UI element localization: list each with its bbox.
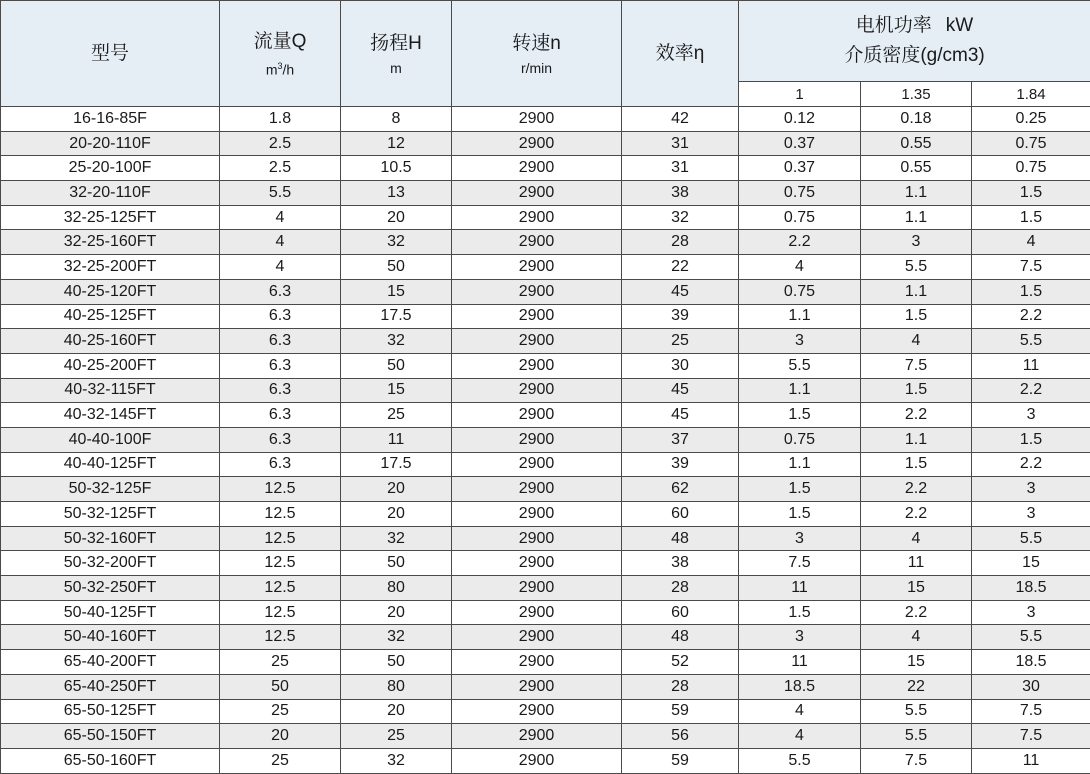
header-power-unit: kW: [946, 15, 973, 36]
cell-flow: 20: [220, 724, 341, 749]
table-row: [1, 674, 1090, 699]
flow-unit-base: m: [266, 61, 278, 77]
cell-speed: 2900: [452, 279, 622, 304]
cell-head: 50: [341, 255, 452, 280]
cell-power-density-2: 2.2: [861, 477, 972, 502]
cell-power-density-3: 3: [972, 600, 1090, 625]
cell-head: 50: [341, 353, 452, 378]
cell-head: 32: [341, 625, 452, 650]
cell-power-density-3: 1.5: [972, 205, 1090, 230]
cell-speed: 2900: [452, 181, 622, 206]
cell-efficiency: 60: [622, 502, 739, 527]
cell-power-density-2: 1.5: [861, 452, 972, 477]
cell-power-density-1: 0.37: [739, 156, 861, 181]
cell-head: 10.5: [341, 156, 452, 181]
cell-model: 50-32-160FT: [1, 526, 220, 551]
cell-model: 65-50-150FT: [1, 724, 220, 749]
cell-model: 65-40-200FT: [1, 650, 220, 675]
cell-power-density-3: 7.5: [972, 724, 1090, 749]
cell-head: 25: [341, 403, 452, 428]
header-head-unit: m: [341, 60, 451, 76]
flow-unit-exponent: 3: [277, 61, 282, 71]
cell-efficiency: 38: [622, 181, 739, 206]
cell-speed: 2900: [452, 674, 622, 699]
cell-model: 40-25-200FT: [1, 353, 220, 378]
cell-flow: 12.5: [220, 576, 341, 601]
cell-power-density-3: 0.25: [972, 107, 1090, 132]
cell-power-density-3: 18.5: [972, 576, 1090, 601]
header-efficiency-label: 效率η: [622, 42, 738, 66]
cell-efficiency: 52: [622, 650, 739, 675]
cell-speed: 2900: [452, 576, 622, 601]
cell-head: 11: [341, 427, 452, 452]
table-row: [1, 181, 1090, 206]
cell-model: 65-40-250FT: [1, 674, 220, 699]
header-head-label: 扬程H: [341, 32, 451, 56]
table-row: [1, 156, 1090, 181]
cell-flow: 6.3: [220, 452, 341, 477]
cell-model: 50-32-250FT: [1, 576, 220, 601]
table-row: [1, 477, 1090, 502]
header-power-line: [739, 11, 1090, 41]
cell-power-density-3: 15: [972, 551, 1090, 576]
cell-power-density-2: 1.1: [861, 279, 972, 304]
cell-speed: 2900: [452, 107, 622, 132]
cell-head: 32: [341, 748, 452, 773]
cell-speed: 2900: [452, 403, 622, 428]
cell-power-density-3: 1.5: [972, 427, 1090, 452]
cell-power-density-2: 3: [861, 230, 972, 255]
cell-head: 20: [341, 205, 452, 230]
header-speed-unit: r/min: [452, 60, 621, 76]
flow-unit-tail: /h: [283, 61, 295, 77]
cell-efficiency: 56: [622, 724, 739, 749]
table-row: [1, 551, 1090, 576]
cell-flow: 4: [220, 230, 341, 255]
cell-model: 40-25-120FT: [1, 279, 220, 304]
cell-power-density-1: 11: [739, 576, 861, 601]
cell-flow: 6.3: [220, 403, 341, 428]
table-row: [1, 748, 1090, 773]
cell-head: 80: [341, 674, 452, 699]
cell-head: 20: [341, 600, 452, 625]
cell-model: 40-40-100F: [1, 427, 220, 452]
cell-efficiency: 32: [622, 205, 739, 230]
cell-power-density-1: 4: [739, 724, 861, 749]
cell-speed: 2900: [452, 255, 622, 280]
header-flow: [220, 1, 341, 107]
cell-speed: 2900: [452, 131, 622, 156]
cell-flow: 12.5: [220, 526, 341, 551]
table-row: [1, 403, 1090, 428]
table-row: [1, 452, 1090, 477]
cell-power-density-1: 11: [739, 650, 861, 675]
cell-power-density-1: 0.75: [739, 427, 861, 452]
cell-power-density-2: 5.5: [861, 724, 972, 749]
cell-power-density-3: 3: [972, 477, 1090, 502]
cell-power-density-2: 4: [861, 526, 972, 551]
cell-power-density-3: 1.5: [972, 279, 1090, 304]
cell-power-density-1: 1.5: [739, 403, 861, 428]
cell-efficiency: 39: [622, 452, 739, 477]
cell-model: 50-40-125FT: [1, 600, 220, 625]
cell-efficiency: 28: [622, 576, 739, 601]
cell-efficiency: 39: [622, 304, 739, 329]
cell-flow: 12.5: [220, 502, 341, 527]
cell-head: 20: [341, 502, 452, 527]
table-row: [1, 502, 1090, 527]
cell-speed: 2900: [452, 156, 622, 181]
cell-model: 40-25-125FT: [1, 304, 220, 329]
cell-power-density-1: 1.1: [739, 378, 861, 403]
cell-head: 20: [341, 477, 452, 502]
header-motor-power: [739, 1, 1090, 82]
cell-speed: 2900: [452, 724, 622, 749]
cell-model: 40-32-115FT: [1, 378, 220, 403]
cell-model: 32-25-125FT: [1, 205, 220, 230]
cell-flow: 6.3: [220, 304, 341, 329]
cell-flow: 6.3: [220, 329, 341, 354]
table-row: [1, 378, 1090, 403]
cell-head: 20: [341, 699, 452, 724]
cell-efficiency: 59: [622, 748, 739, 773]
table-row: [1, 230, 1090, 255]
table-header: [1, 1, 1090, 107]
cell-speed: 2900: [452, 304, 622, 329]
cell-power-density-3: 5.5: [972, 329, 1090, 354]
cell-power-density-2: 1.1: [861, 181, 972, 206]
cell-speed: 2900: [452, 230, 622, 255]
cell-model: 40-40-125FT: [1, 452, 220, 477]
cell-power-density-1: 1.5: [739, 502, 861, 527]
cell-efficiency: 48: [622, 625, 739, 650]
cell-head: 15: [341, 378, 452, 403]
header-model-label: 型号: [1, 42, 219, 66]
cell-model: 50-32-125FT: [1, 502, 220, 527]
cell-model: 32-20-110F: [1, 181, 220, 206]
cell-model: 40-25-160FT: [1, 329, 220, 354]
cell-speed: 2900: [452, 699, 622, 724]
cell-power-density-2: 1.1: [861, 427, 972, 452]
cell-speed: 2900: [452, 551, 622, 576]
cell-power-density-1: 3: [739, 625, 861, 650]
cell-power-density-3: 5.5: [972, 625, 1090, 650]
table-row: [1, 724, 1090, 749]
cell-power-density-1: 3: [739, 526, 861, 551]
table-row: [1, 650, 1090, 675]
table-row: [1, 353, 1090, 378]
header-density-2: 1.35: [861, 82, 972, 107]
cell-power-density-3: 2.2: [972, 452, 1090, 477]
cell-power-density-1: 0.75: [739, 279, 861, 304]
cell-power-density-1: 0.37: [739, 131, 861, 156]
cell-power-density-2: 4: [861, 625, 972, 650]
cell-model: 50-32-200FT: [1, 551, 220, 576]
header-head: [341, 1, 452, 107]
cell-head: 25: [341, 724, 452, 749]
header-flow-label: 流量Q: [220, 30, 340, 54]
table-row: [1, 699, 1090, 724]
cell-power-density-1: 4: [739, 699, 861, 724]
header-density-1: 1: [739, 82, 861, 107]
cell-power-density-2: 4: [861, 329, 972, 354]
cell-power-density-2: 2.2: [861, 502, 972, 527]
cell-power-density-1: 0.75: [739, 181, 861, 206]
cell-efficiency: 28: [622, 230, 739, 255]
cell-speed: 2900: [452, 748, 622, 773]
cell-power-density-3: 4: [972, 230, 1090, 255]
cell-power-density-2: 22: [861, 674, 972, 699]
cell-power-density-2: 15: [861, 650, 972, 675]
cell-power-density-1: 4: [739, 255, 861, 280]
table-row: [1, 205, 1090, 230]
cell-power-density-1: 2.2: [739, 230, 861, 255]
cell-flow: 25: [220, 650, 341, 675]
cell-power-density-2: 5.5: [861, 699, 972, 724]
cell-model: 16-16-85F: [1, 107, 220, 132]
cell-power-density-2: 1.5: [861, 304, 972, 329]
cell-power-density-1: 1.1: [739, 304, 861, 329]
cell-speed: 2900: [452, 378, 622, 403]
table-row: [1, 427, 1090, 452]
cell-model: 32-25-200FT: [1, 255, 220, 280]
cell-speed: 2900: [452, 329, 622, 354]
cell-power-density-2: 7.5: [861, 748, 972, 773]
cell-efficiency: 28: [622, 674, 739, 699]
cell-model: 25-20-100F: [1, 156, 220, 181]
cell-speed: 2900: [452, 600, 622, 625]
cell-head: 80: [341, 576, 452, 601]
cell-power-density-2: 15: [861, 576, 972, 601]
header-speed: [452, 1, 622, 107]
cell-flow: 2.5: [220, 156, 341, 181]
cell-power-density-3: 11: [972, 748, 1090, 773]
cell-speed: 2900: [452, 353, 622, 378]
cell-flow: 6.3: [220, 279, 341, 304]
table-body: [1, 107, 1090, 774]
cell-power-density-2: 0.55: [861, 131, 972, 156]
cell-efficiency: 48: [622, 526, 739, 551]
table-row: [1, 329, 1090, 354]
cell-model: 40-32-145FT: [1, 403, 220, 428]
cell-power-density-3: 2.2: [972, 304, 1090, 329]
header-density-3: 1.84: [972, 82, 1090, 107]
cell-model: 50-32-125F: [1, 477, 220, 502]
cell-flow: 50: [220, 674, 341, 699]
cell-power-density-2: 0.18: [861, 107, 972, 132]
cell-head: 8: [341, 107, 452, 132]
table-row: [1, 526, 1090, 551]
cell-efficiency: 31: [622, 156, 739, 181]
cell-speed: 2900: [452, 650, 622, 675]
cell-model: 32-25-160FT: [1, 230, 220, 255]
cell-efficiency: 31: [622, 131, 739, 156]
cell-power-density-1: 0.75: [739, 205, 861, 230]
cell-flow: 12.5: [220, 625, 341, 650]
cell-speed: 2900: [452, 427, 622, 452]
table-row: [1, 576, 1090, 601]
cell-efficiency: 60: [622, 600, 739, 625]
cell-power-density-1: 18.5: [739, 674, 861, 699]
table-row: [1, 255, 1090, 280]
header-efficiency: [622, 1, 739, 107]
table-row: [1, 131, 1090, 156]
cell-efficiency: 22: [622, 255, 739, 280]
cell-flow: 2.5: [220, 131, 341, 156]
cell-flow: 6.3: [220, 378, 341, 403]
cell-head: 32: [341, 230, 452, 255]
cell-head: 32: [341, 526, 452, 551]
cell-power-density-1: 5.5: [739, 353, 861, 378]
cell-power-density-3: 2.2: [972, 378, 1090, 403]
cell-power-density-2: 1.1: [861, 205, 972, 230]
cell-speed: 2900: [452, 452, 622, 477]
cell-power-density-2: 1.5: [861, 378, 972, 403]
cell-efficiency: 38: [622, 551, 739, 576]
cell-flow: 1.8: [220, 107, 341, 132]
cell-flow: 5.5: [220, 181, 341, 206]
cell-power-density-3: 5.5: [972, 526, 1090, 551]
cell-power-density-3: 7.5: [972, 255, 1090, 280]
cell-power-density-1: 1.1: [739, 452, 861, 477]
cell-power-density-2: 2.2: [861, 403, 972, 428]
cell-power-density-3: 0.75: [972, 131, 1090, 156]
cell-efficiency: 37: [622, 427, 739, 452]
table-row: [1, 625, 1090, 650]
cell-power-density-3: 0.75: [972, 156, 1090, 181]
cell-flow: 12.5: [220, 600, 341, 625]
cell-flow: 4: [220, 255, 341, 280]
cell-power-density-1: 0.12: [739, 107, 861, 132]
header-flow-unit: [220, 58, 340, 78]
cell-head: 17.5: [341, 452, 452, 477]
table-row: [1, 279, 1090, 304]
cell-power-density-3: 30: [972, 674, 1090, 699]
cell-power-density-3: 18.5: [972, 650, 1090, 675]
cell-speed: 2900: [452, 502, 622, 527]
cell-power-density-2: 0.55: [861, 156, 972, 181]
cell-head: 50: [341, 650, 452, 675]
cell-efficiency: 45: [622, 378, 739, 403]
cell-model: 50-40-160FT: [1, 625, 220, 650]
cell-efficiency: 62: [622, 477, 739, 502]
cell-head: 32: [341, 329, 452, 354]
cell-efficiency: 25: [622, 329, 739, 354]
cell-power-density-2: 11: [861, 551, 972, 576]
cell-power-density-3: 11: [972, 353, 1090, 378]
header-speed-label: 转速n: [452, 32, 621, 56]
cell-speed: 2900: [452, 526, 622, 551]
cell-efficiency: 59: [622, 699, 739, 724]
header-model: [1, 1, 220, 107]
cell-power-density-1: 3: [739, 329, 861, 354]
table-row: [1, 107, 1090, 132]
cell-speed: 2900: [452, 205, 622, 230]
cell-flow: 6.3: [220, 353, 341, 378]
cell-speed: 2900: [452, 477, 622, 502]
cell-model: 20-20-110F: [1, 131, 220, 156]
cell-model: 65-50-125FT: [1, 699, 220, 724]
cell-efficiency: 45: [622, 279, 739, 304]
cell-speed: 2900: [452, 625, 622, 650]
cell-power-density-2: 7.5: [861, 353, 972, 378]
cell-head: 50: [341, 551, 452, 576]
cell-flow: 25: [220, 699, 341, 724]
cell-head: 17.5: [341, 304, 452, 329]
cell-model: 65-50-160FT: [1, 748, 220, 773]
cell-flow: 6.3: [220, 427, 341, 452]
cell-flow: 25: [220, 748, 341, 773]
cell-power-density-3: 3: [972, 502, 1090, 527]
cell-power-density-2: 2.2: [861, 600, 972, 625]
cell-flow: 12.5: [220, 551, 341, 576]
cell-power-density-2: 5.5: [861, 255, 972, 280]
cell-head: 12: [341, 131, 452, 156]
cell-flow: 12.5: [220, 477, 341, 502]
cell-power-density-1: 1.5: [739, 477, 861, 502]
table-row: [1, 304, 1090, 329]
header-density-title: 介质密度(g/cm3): [739, 41, 1090, 71]
cell-power-density-3: 3: [972, 403, 1090, 428]
cell-efficiency: 30: [622, 353, 739, 378]
cell-flow: 4: [220, 205, 341, 230]
cell-power-density-1: 5.5: [739, 748, 861, 773]
header-power-title: 电机功率: [856, 15, 932, 36]
cell-efficiency: 45: [622, 403, 739, 428]
cell-efficiency: 42: [622, 107, 739, 132]
cell-power-density-3: 7.5: [972, 699, 1090, 724]
table-row: [1, 600, 1090, 625]
cell-power-density-1: 7.5: [739, 551, 861, 576]
cell-head: 15: [341, 279, 452, 304]
cell-power-density-3: 1.5: [972, 181, 1090, 206]
cell-power-density-1: 1.5: [739, 600, 861, 625]
cell-head: 13: [341, 181, 452, 206]
